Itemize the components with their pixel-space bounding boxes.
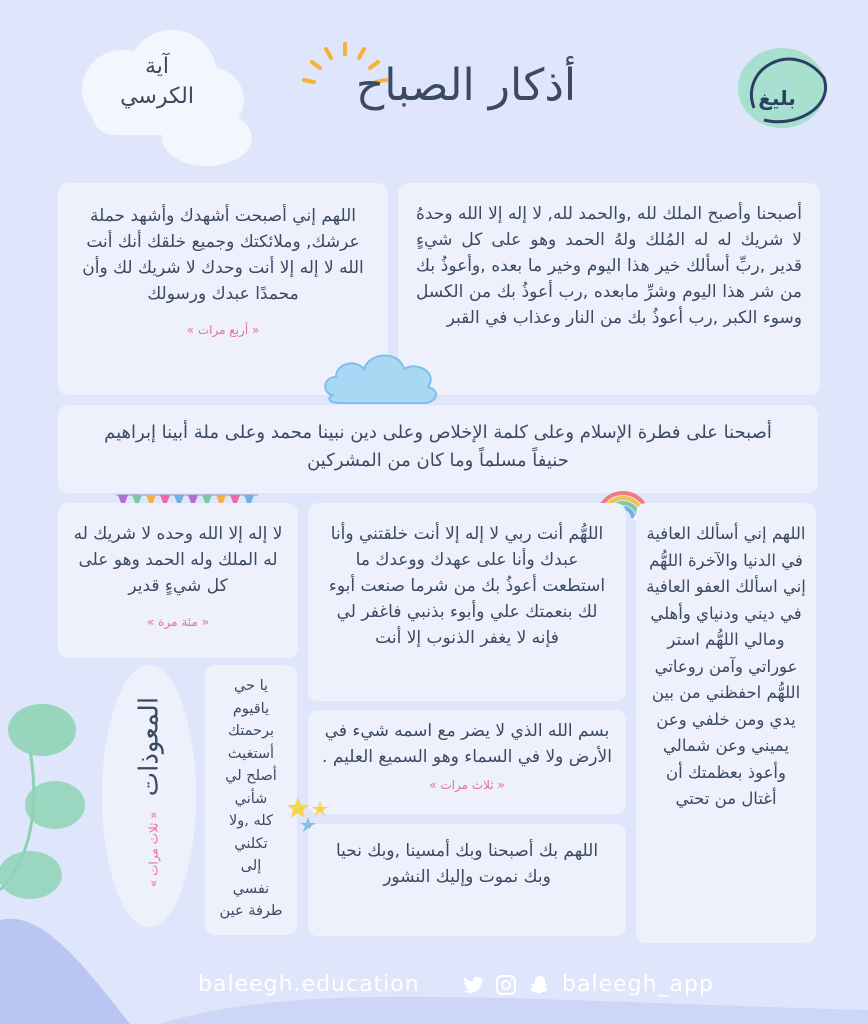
dhikr-text: بسم الله الذي لا يضر مع اسمه شيء في الأرض ولا في السماء وهو السميع العليم .: [322, 721, 612, 767]
dhikr-text: اللهم بك أصبحنا وبك أمسينا ,وبك نحيا وبك نموت وإليك النشور: [335, 841, 599, 887]
page-title: أذكار الصباح: [355, 60, 577, 111]
dhikr-text: اللهم إني أصبحت أشهدك وأشهد حملة عرشك, وملائكتك وجميع خلقك أنك أنت الله لا إله إلا أنت وحدك لا شريك لك وأن محمدًا عبدك ورسولك: [82, 206, 364, 304]
ayat-al-kursi-cloud[interactable]: [72, 30, 242, 160]
repeat-count: « أربع مرات »: [186, 323, 260, 337]
footer-website[interactable]: baleegh.education: [198, 972, 420, 997]
leaf-decoration: [0, 690, 110, 930]
dhikr-text: يا حي ياقيوم برحمتك أستغيث أصلح لي شأني كله ,ولا تكلني إلى نفسي طرفة عين: [219, 678, 283, 919]
dhikr-text: لا إله إلا الله وحده لا شريك له له الملك وله الحمد وهو على كل شيءٍ قدير: [73, 524, 283, 596]
dhikr-card-ya-hayy: [205, 665, 297, 935]
dhikr-card-mulk: [398, 183, 820, 395]
twitter-icon[interactable]: [460, 973, 484, 997]
repeat-count: « ثلاث مرات »: [429, 778, 505, 792]
ayat-al-kursi-label: آية الكرسي: [120, 54, 194, 109]
muawwidhat-title: المعوذات: [134, 696, 165, 797]
footer-handle[interactable]: baleegh_app: [562, 972, 714, 997]
repeat-count: « مئة مرة »: [147, 615, 209, 629]
dhikr-text: اللهم إني أسألك العافية في الدنيا والآخرة اللهُّم إني اسألك العفو العافية في ديني ودنياي وأهلي ومالي اللهُّم استر عوراتي وآمن روعاتي اللهُّم احفظني من بين يدي ومن خلفي وعن يميني وعن شمالي وأعوذ بعظمتك أن أغتال من تحتي: [646, 524, 806, 808]
cloud-icon: [320, 345, 444, 407]
dhikr-text: أصبحنا وأصبح الملك لله ,والحمد لله, لا إله إلا الله وحدهُ لا شريك له له المُلك ولهُ الحمد وهو على كل شيءٍ قدير ,ربِّ أسألك خير هذا اليوم وخير ما بعده ,وأعوذُ بك من شر هذا اليوم وشرِّ مابعده ,رب أعوذُ بك من الكسل وسوء الكبر ,رب أعوذُ بك من النار وعذاب في القبر: [416, 204, 802, 328]
dhikr-card-afiya: [636, 503, 816, 943]
dhikr-text: اللهُّم أنت ربي لا إله إلا أنت خلقتني وأنا عبدك وأنا على عهدك ووعدك ما استطعت أعوذُ بك من شرما صنعت أبوء لك بنعمتك علي وأبوء بذنبي فاغفر لي فإنه لا يغفر الذنوب إلا أنت: [328, 524, 606, 648]
instagram-icon[interactable]: [494, 973, 518, 997]
muawwidhat-badge[interactable]: [102, 665, 196, 927]
dhikr-text: أصبحنا على فطرة الإسلام وعلى كلمة الإخلاص وعلى دين نبينا محمد وعلى ملة أبينا إبراهيم حنيفاً مسلماً وما كان من المشركين: [104, 422, 772, 471]
baleegh-logo[interactable]: [734, 38, 834, 138]
dhikr-card-fitra: [58, 405, 818, 493]
repeat-count: « ثلاث مرات »: [146, 811, 161, 888]
snapchat-icon[interactable]: [528, 973, 552, 997]
wave-decoration-right: [0, 940, 868, 1024]
logo-text: بليغ: [758, 86, 796, 110]
dhikr-card-bika-asbahna: [308, 824, 626, 936]
dhikr-card-sayyid-istighfar: [308, 503, 626, 701]
dhikr-card-bismillah: [308, 710, 626, 814]
dhikr-card-tahlil: [58, 503, 298, 658]
